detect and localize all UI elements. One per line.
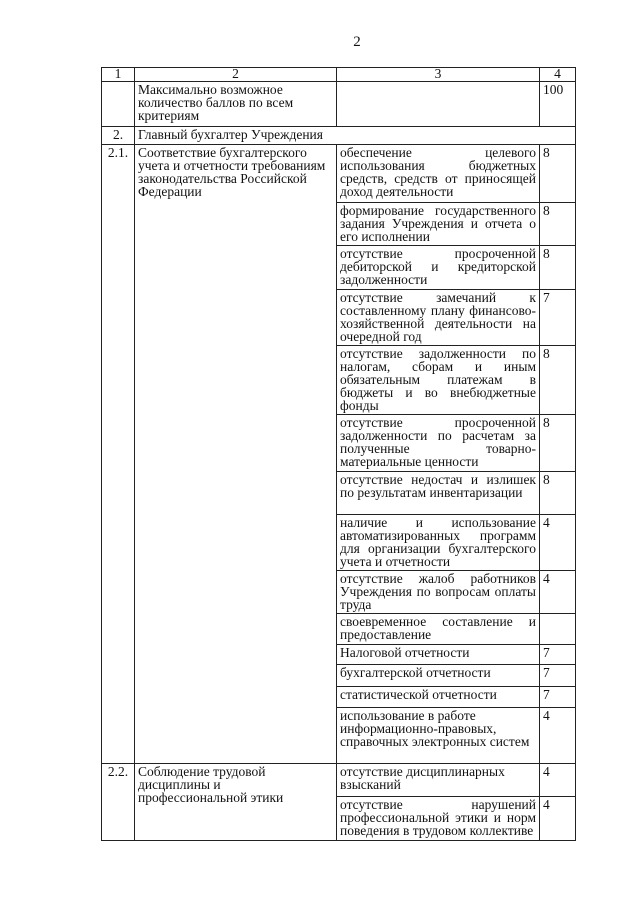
criterion-score: 4 xyxy=(540,515,576,571)
header-cell-2: 2 xyxy=(135,68,337,82)
criterion-row xyxy=(102,145,576,203)
header-cell-4: 4 xyxy=(540,68,576,82)
header-row xyxy=(102,68,576,82)
max-score-row xyxy=(102,82,576,127)
criterion-text: своевременное составление и предоставление xyxy=(337,614,540,645)
criterion-text: отсутствие просроченной дебиторской и кредиторской задолженности xyxy=(337,246,540,290)
max-score-label: Максимально возможное количество баллов по всем критериям xyxy=(135,82,337,127)
criterion-score: 8 xyxy=(540,246,576,290)
criterion-score: 8 xyxy=(540,145,576,203)
criterion-score: 7 xyxy=(540,687,576,708)
criterion-text: обеспечение целевого использования бюджетных средств, средств от приносящей доход деятельности xyxy=(337,145,540,203)
criterion-text: отсутствие задолженности по налогам, сборам и иным обязательным платежам в бюджеты и во внебюджетные фонды xyxy=(337,346,540,415)
header-cell-1: 1 xyxy=(102,68,135,82)
criterion-score: 4 xyxy=(540,708,576,764)
criterion-score xyxy=(540,614,576,645)
criterion-score: 7 xyxy=(540,645,576,665)
max-score-value: 100 xyxy=(540,82,576,127)
max-score-num-cell xyxy=(102,82,135,127)
criterion-text: отсутствие просроченной задолженности по расчетам за полученные товарно-материальные ценности xyxy=(337,415,540,472)
section-row xyxy=(102,127,576,145)
group-2-2-title: Соблюдение трудовой дисциплины и профессиональной этики xyxy=(135,764,337,841)
criterion-text: наличие и использование автоматизированных программ для организации бухгалтерского учета и отчетности xyxy=(337,515,540,571)
criterion-text: статистической отчетности xyxy=(337,687,540,708)
group-2-1-title: Соответствие бухгалтерского учета и отчетности требованиям законодательства Российской Федерации xyxy=(135,145,337,764)
criterion-text: отсутствие замечаний к составленному плану финансово-хозяйственной деятельности на очередной год xyxy=(337,290,540,346)
criteria-table xyxy=(101,67,576,841)
criterion-text: отсутствие нарушений профессиональной этики и норм поведения в трудовом коллективе xyxy=(337,797,540,841)
criterion-text: отсутствие жалоб работников Учреждения по вопросам оплаты труда xyxy=(337,571,540,614)
criterion-text: отсутствие дисциплинарных взысканий xyxy=(337,764,540,797)
criterion-text: отсутствие недостач и излишек по результатам инвентаризации xyxy=(337,472,540,515)
criterion-text: использование в работе информационно-правовых, справочных электронных систем xyxy=(337,708,540,764)
max-score-empty-cell xyxy=(337,82,540,127)
header-cell-3: 3 xyxy=(337,68,540,82)
group-2-1-number: 2.1. xyxy=(102,145,135,764)
criterion-text: Налоговой отчетности xyxy=(337,645,540,665)
criterion-score: 4 xyxy=(540,797,576,841)
criterion-score: 8 xyxy=(540,472,576,515)
page-number: 2 xyxy=(353,34,361,50)
criterion-score: 8 xyxy=(540,203,576,246)
criterion-row xyxy=(102,764,576,797)
criterion-score: 4 xyxy=(540,571,576,614)
criterion-text: формирование государственного задания Учреждения и отчета о его исполнении xyxy=(337,203,540,246)
criterion-score: 8 xyxy=(540,415,576,472)
group-2-2-number: 2.2. xyxy=(102,764,135,841)
criterion-score: 7 xyxy=(540,290,576,346)
section-title: Главный бухгалтер Учреждения xyxy=(135,127,576,145)
criterion-score: 8 xyxy=(540,346,576,415)
criterion-text: бухгалтерской отчетности xyxy=(337,665,540,687)
criterion-score: 7 xyxy=(540,665,576,687)
criterion-score: 4 xyxy=(540,764,576,797)
section-number: 2. xyxy=(102,127,135,145)
